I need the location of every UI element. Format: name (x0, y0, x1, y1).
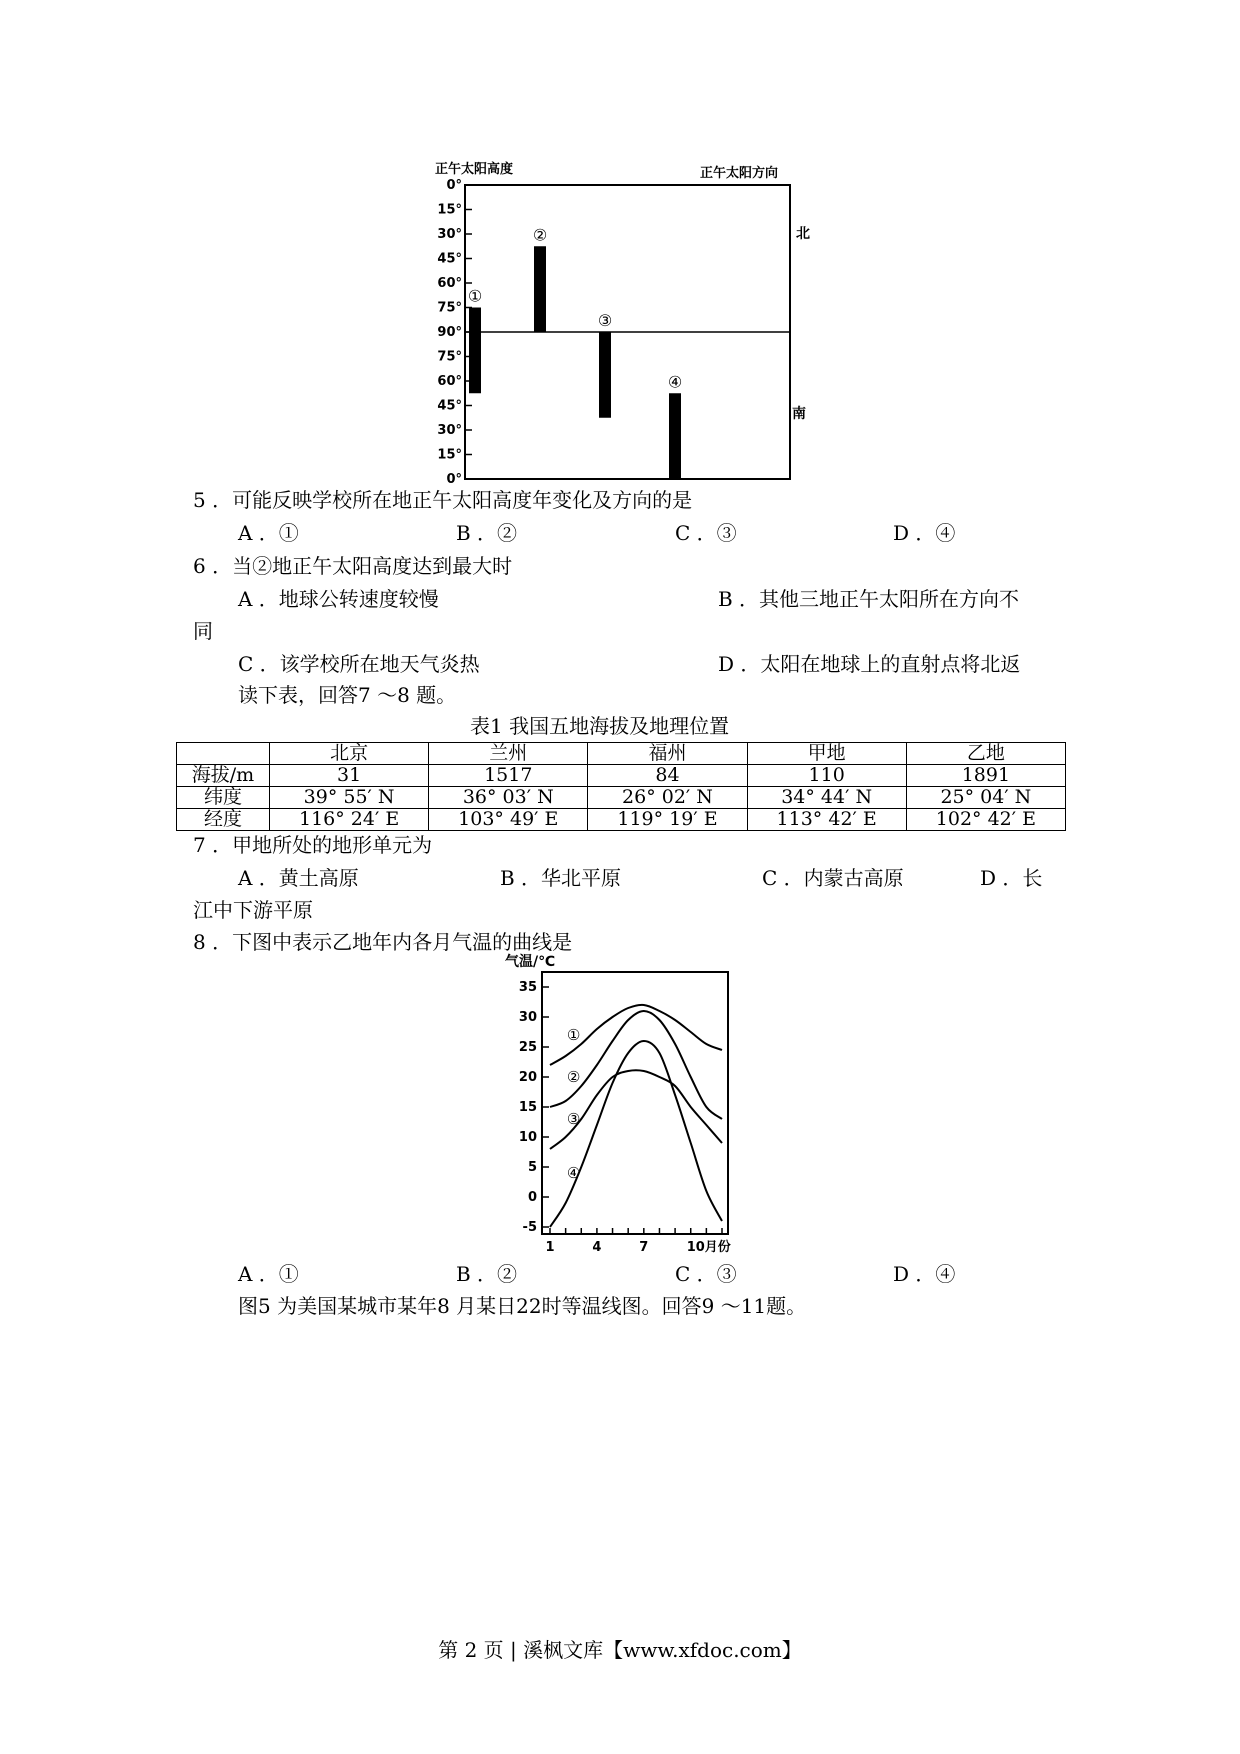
q6-option-c: C ．该学校所在地天气炎热 (238, 652, 480, 676)
y-tick-label: 10 (518, 1130, 537, 1145)
y-tick-label: 45° (437, 398, 462, 414)
table-cell: 31 (270, 765, 429, 787)
chart2-ylabel: 气温/℃ (505, 954, 556, 970)
question-5: 5 ．可能反映学校所在地正午太阳高度年变化及方向的是 (193, 488, 693, 512)
table-cell: 26° 02′ N (588, 787, 747, 809)
question-7: 7 ．甲地所处的地形单元为 (193, 833, 433, 857)
y-tick-label: 25 (518, 1040, 537, 1055)
y-tick-label: 45° (437, 251, 462, 267)
y-tick-label: 30 (518, 1010, 537, 1025)
q7-option-b: B ．华北平原 (500, 866, 622, 890)
table-cell: 纬度 (177, 787, 270, 809)
q5-option-c: C ．③ (675, 521, 737, 545)
question-6: 6 ．当②地正午太阳高度达到最大时 (193, 554, 513, 578)
x-tick-label: 4 (592, 1240, 602, 1255)
north-label: 北 (796, 226, 810, 242)
bar-label: ① (467, 286, 483, 306)
q6-option-a: A ．地球公转速度较慢 (238, 587, 439, 611)
y-tick-label: 20 (518, 1070, 537, 1085)
table-cell (177, 743, 270, 765)
sun-bar-2 (534, 246, 546, 332)
y-tick-label: 15 (518, 1100, 537, 1115)
y-tick-label: 0° (446, 178, 462, 193)
page-footer: 第 2 页 | 溪枫文库【www.xfdoc.com】 (438, 1638, 802, 1662)
x-tick-label: 7 (639, 1240, 649, 1255)
table-cell: 海拔/m (177, 765, 270, 787)
table-cell: 兰州 (429, 743, 588, 765)
q7-option-c: C ．内蒙古高原 (762, 866, 904, 890)
q7-option-d-cont: 江中下游平原 (193, 898, 313, 922)
q5-option-a: A ．① (238, 521, 299, 545)
chart1-ylabel: 正午太阳高度 (435, 162, 514, 177)
table-row (177, 787, 1066, 809)
y-tick-label: 35 (518, 980, 537, 995)
q8-option-b: B ．② (456, 1262, 518, 1286)
table-cell: 甲地 (747, 743, 906, 765)
temperature-chart (500, 950, 750, 1270)
q7-option-d: D ．长 (980, 866, 1043, 890)
geo-table (176, 742, 1066, 831)
y-tick-label: 90° (437, 325, 462, 340)
y-tick-label: 0 (527, 1190, 537, 1205)
q5-option-b: B ．② (456, 521, 518, 545)
table-cell: 1517 (429, 765, 588, 787)
south-label: 南 (792, 406, 806, 422)
table-cell: 36° 03′ N (429, 787, 588, 809)
table-cell: 39° 55′ N (270, 787, 429, 809)
y-tick-label: 60° (437, 276, 462, 291)
bar-label: ② (532, 225, 548, 245)
bar-label: ④ (667, 372, 683, 392)
q5-option-d: D ．④ (893, 521, 956, 545)
table-row (177, 765, 1066, 787)
bar-label: ③ (597, 311, 613, 330)
table-cell: 乙地 (906, 743, 1065, 765)
read-table-instruction: 读下表，回答7 ～8 题。 (238, 683, 457, 707)
sun-bar-1 (469, 308, 481, 394)
sun-altitude-chart (430, 155, 820, 485)
curve-label: ④ (566, 1164, 581, 1182)
figure-5-intro: 图5 为美国某城市某年8 月某日22时等温线图。回答9 ～11题。 (238, 1294, 807, 1318)
table-header-row (177, 743, 1066, 765)
sun-bar-3 (599, 332, 611, 418)
y-tick-label: 30° (437, 227, 462, 242)
curve-label: ③ (566, 1110, 581, 1128)
table-cell: 102° 42′ E (906, 809, 1065, 831)
x-tick-label: 10月份 (686, 1240, 731, 1255)
table-cell: 34° 44′ N (747, 787, 906, 809)
table-cell: 119° 19′ E (588, 809, 747, 831)
table-row (177, 809, 1066, 831)
table-cell: 110 (747, 765, 906, 787)
q8-option-a: A ．① (238, 1262, 299, 1286)
y-tick-label: 15° (437, 447, 462, 463)
x-tick-label: 1 (545, 1240, 555, 1255)
y-tick-label: 0° (446, 472, 462, 485)
table-cell: 北京 (270, 743, 429, 765)
table-cell: 1891 (906, 765, 1065, 787)
table-title: 表1 我国五地海拔及地理位置 (470, 714, 730, 738)
q6-option-b: B ．其他三地正午太阳所在方向不 (718, 587, 1020, 611)
q8-option-c: C ．③ (675, 1262, 737, 1286)
y-tick-label: 60° (437, 374, 462, 389)
y-tick-label: -5 (522, 1220, 537, 1235)
chart1-direction-label: 正午太阳方向 (700, 166, 779, 181)
curve-label: ① (566, 1026, 581, 1044)
y-tick-label: 75° (437, 300, 462, 316)
table-cell: 113° 42′ E (747, 809, 906, 831)
y-tick-label: 5 (527, 1160, 537, 1175)
sun-bar-4 (669, 393, 681, 479)
q6-option-d: D ．太阳在地球上的直射点将北返 (718, 652, 1021, 676)
table-cell: 福州 (588, 743, 747, 765)
y-tick-label: 75° (437, 349, 462, 365)
curve-label: ② (566, 1068, 581, 1086)
q7-option-a: A ．黄土高原 (238, 866, 359, 890)
table-cell: 116° 24′ E (270, 809, 429, 831)
q8-option-d: D ．④ (893, 1262, 956, 1286)
question-8: 8 ．下图中表示乙地年内各月气温的曲线是 (193, 930, 573, 954)
q6-option-b-cont: 同 (193, 619, 213, 643)
y-tick-label: 15° (437, 202, 462, 218)
y-tick-label: 30° (437, 423, 462, 438)
table-cell: 25° 04′ N (906, 787, 1065, 809)
table-cell: 84 (588, 765, 747, 787)
table-cell: 103° 49′ E (429, 809, 588, 831)
table-cell: 经度 (177, 809, 270, 831)
